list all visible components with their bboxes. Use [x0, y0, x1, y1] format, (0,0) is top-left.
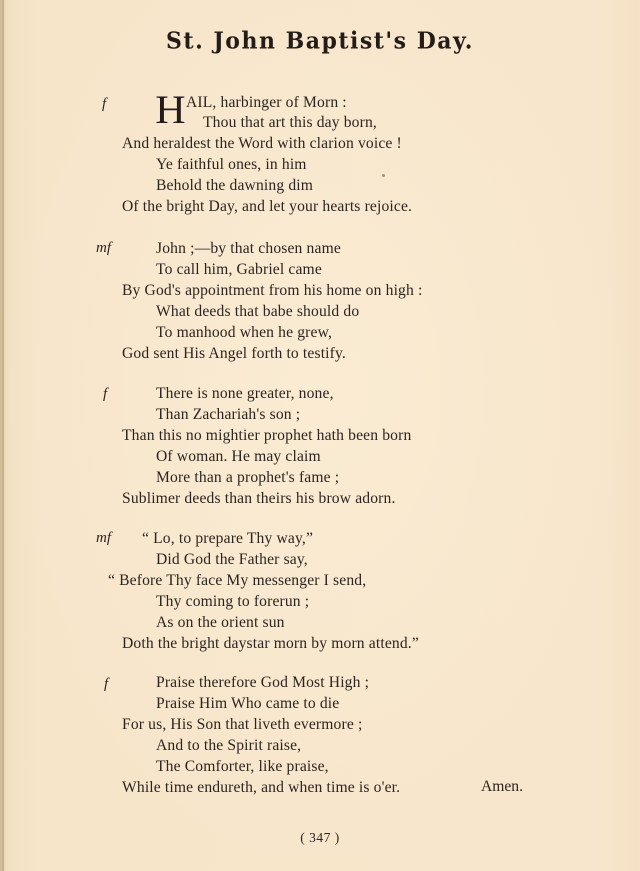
verse-line: As on the orient sun: [156, 614, 285, 631]
verse-line: Praise Him Who came to die: [156, 695, 340, 712]
verse-line: Ye faithful ones, in him: [156, 156, 307, 173]
verse-line: Did God the Father say,: [156, 551, 308, 568]
dynamic-mark: mf: [96, 530, 111, 546]
verse-line: Than this no mightier prophet hath been born: [122, 427, 412, 444]
verse-line: AIL, harbinger of Morn :: [186, 94, 347, 111]
dynamic-mark: f: [104, 676, 109, 692]
verse-line: Of the bright Day, and let your hearts rejoice.: [122, 198, 413, 215]
verse-line: Thy coming to forerun ;: [156, 593, 310, 610]
dynamic-mark: f: [103, 386, 108, 402]
verse-line: To manhood when he grew,: [156, 324, 333, 341]
ink-speck: [382, 174, 385, 177]
verse-line: Praise therefore God Most High ;: [156, 674, 370, 691]
verse-line: The Comforter, like praise,: [156, 758, 329, 775]
verse-line: Thou that art this day born,: [203, 114, 377, 131]
verse-line: For us, His Son that liveth evermore ;: [122, 716, 363, 733]
verse-line: What deeds that babe should do: [156, 303, 360, 320]
verse-line: To call him, Gabriel came: [156, 261, 322, 278]
verse-line: More than a prophet's fame ;: [156, 469, 340, 486]
verse-line: And to the Spirit raise,: [156, 737, 302, 754]
dynamic-mark: f: [102, 96, 107, 112]
verse-line: John ;—by that chosen name: [156, 240, 341, 257]
verse-line: Behold the dawning dim: [156, 177, 314, 194]
verse-line: Doth the bright daystar morn by morn attend.”: [122, 635, 419, 652]
verse-line: By God's appointment from his home on high :: [122, 282, 423, 299]
page-number: ( 347 ): [300, 830, 340, 845]
verse-line: “ Lo, to prepare Thy way,”: [142, 530, 314, 547]
amen-ending: Amen.: [481, 778, 524, 795]
page-spine-edge: [2, 0, 4, 871]
verse-line: Sublimer deeds than theirs his brow adorn.: [122, 490, 396, 507]
hymn-title: St. John Baptist's Day.: [166, 27, 474, 55]
verse-line: “ Before Thy face My messenger I send,: [108, 572, 367, 589]
dynamic-mark: mf: [96, 240, 111, 256]
drop-cap-letter: H: [155, 87, 186, 132]
verse-line: While time endureth, and when time is o'er.: [122, 779, 401, 796]
verse-line: Of woman. He may claim: [156, 448, 321, 465]
verse-line: God sent His Angel forth to testify.: [122, 345, 346, 362]
verse-line: And heraldest the Word with clarion voice !: [122, 135, 402, 152]
verse-line: Than Zachariah's son ;: [156, 406, 301, 423]
verse-line: There is none greater, none,: [156, 385, 334, 402]
